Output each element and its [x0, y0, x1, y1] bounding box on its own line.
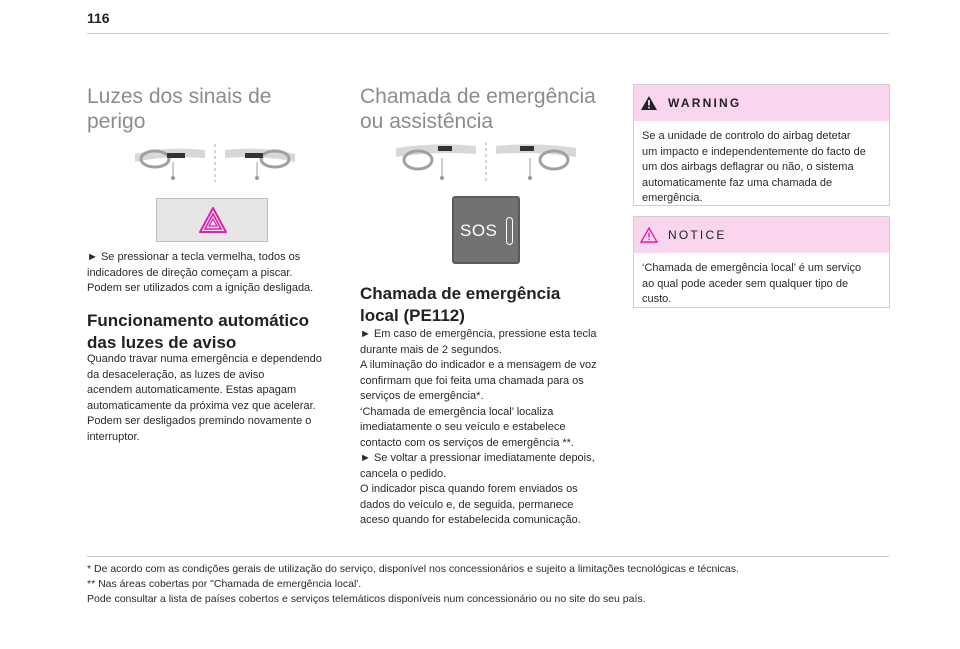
notice-box [633, 216, 890, 308]
hazard-lights-text: ► Se pressionar a tecla vermelha, todos os indicadores de direção começam a piscar. Podem ser utilizados com a ignição desligada. [87, 251, 314, 294]
footnote-1: * De acordo com as condições gerais de utilização do serviço, disponível nos concessionários e sujeito a limitações tecnológicas e técnicas. [87, 563, 739, 575]
sos-location-illustration [396, 140, 576, 184]
warning-label: WARNING [668, 96, 742, 110]
sos-indicator-icon [506, 217, 513, 245]
hazard-triangle-icon [199, 207, 227, 233]
warning-box [633, 84, 890, 206]
emergency-call-title: Chamada de emergência ou assistência [360, 85, 596, 133]
notice-triangle-icon [640, 227, 658, 243]
steering-wheel-right-icon [496, 144, 576, 180]
automatic-hazard-text: Quando travar numa emergência e dependendo da desaceleração, as luzes de aviso acendem automaticamente. Estas apagam automaticamente da próxima vez que acelerar. Podem ser desligados premindo novamente o interruptor. [87, 353, 322, 443]
steering-wheel-left-icon [135, 149, 205, 180]
dashboard-location-illustration [135, 142, 295, 184]
notice-header [634, 217, 889, 253]
hazard-button [156, 198, 268, 242]
top-divider [87, 33, 889, 34]
sos-label: SOS [460, 221, 498, 240]
local-emergency-call-subtitle: Chamada de emergência local (PE112) [360, 284, 561, 325]
sos-button [452, 196, 520, 264]
steering-wheel-left-icon [396, 144, 476, 180]
steering-wheel-right-icon [225, 149, 295, 180]
footnotes [87, 562, 739, 607]
page-number: 116 [87, 10, 110, 26]
hazard-lights-title: Luzes dos sinais de perigo [87, 85, 272, 133]
footnote-divider [87, 556, 889, 557]
warning-triangle-icon [640, 95, 658, 111]
footnote-3: Pode consultar a lista de países cobertos e serviços telemáticos disponíveis num concessionário ou no site do seu país. [87, 593, 646, 605]
footnote-2: ** Nas áreas cobertas por "Chamada de emergência local'. [87, 578, 362, 590]
notice-text: ‘Chamada de emergência local’ é um serviço ao qual pode aceder sem qualquer tipo de custo. [642, 262, 862, 305]
local-emergency-call-text: ► Em caso de emergência, pressione esta tecla durante mais de 2 segundos. A iluminação do indicador e a mensagem de voz confirmam que foi feita uma chamada para os serviços de emergência*. ‘Chamada de emergência local’ localiza imediatamente o seu veículo e estabelece contacto com os serviços de emergência **. ► Se voltar a pressionar imediatamente depois, cancela o pedido. O indicador pisca quando forem enviados os dados do veículo e, de seguida, permanece aceso quando for estabelecida comunicação. [360, 328, 597, 526]
warning-text: Se a unidade de controlo do airbag detetar um impacto e independentemente do facto de um dos airbags deflagrar ou não, o sistema automaticamente faz uma chamada de emergência. [642, 130, 866, 204]
notice-label: NOTICE [668, 228, 727, 242]
automatic-hazard-subtitle: Funcionamento automático das luzes de aviso [87, 311, 309, 352]
warning-header [634, 85, 889, 121]
